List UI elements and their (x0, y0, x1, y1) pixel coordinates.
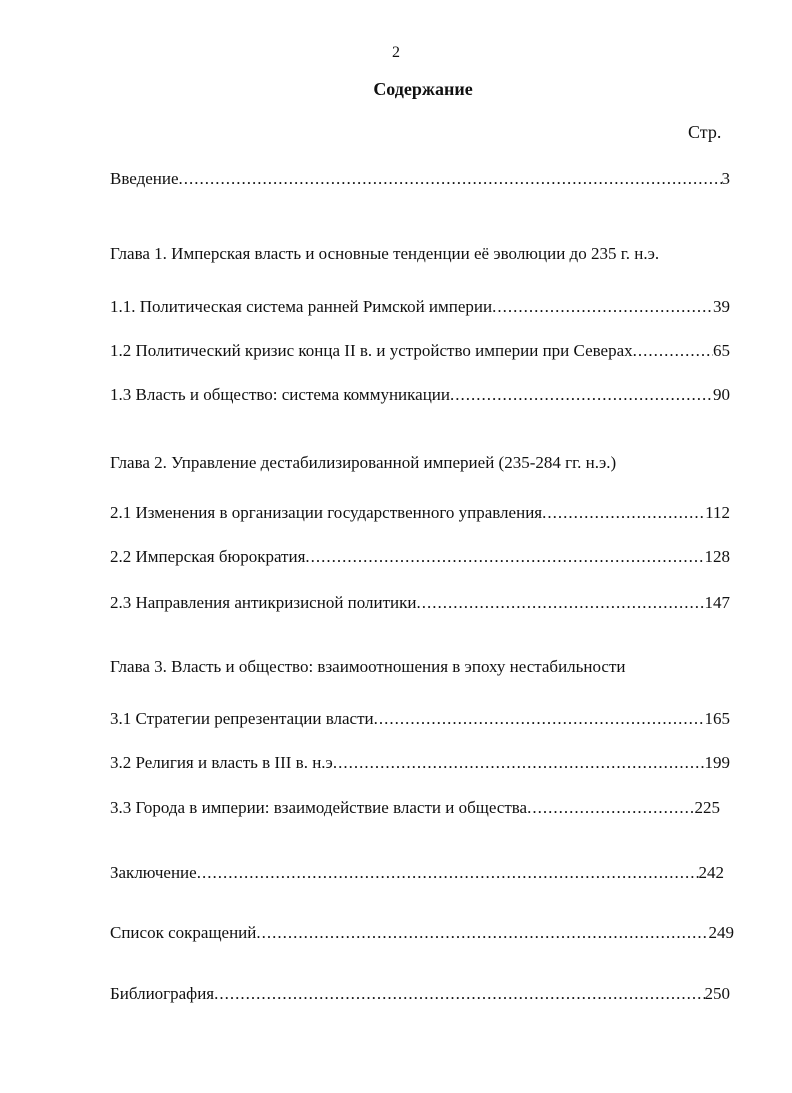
toc-entry-text: 3.1 Стратегии репрезентации власти (110, 709, 374, 728)
dot-leader (197, 862, 699, 884)
toc-entry-page: 250 (704, 984, 730, 1003)
toc-entry-text: 1.3 Власть и общество: система коммуникации (110, 385, 450, 404)
dot-leader (256, 922, 708, 944)
dot-leader (450, 384, 713, 406)
toc-entry-text: 1.1. Политическая система ранней Римской империи (110, 297, 493, 316)
toc-entry-text: 2.3 Направления антикризисной политики (110, 593, 417, 612)
toc-entry-page: 147 (704, 593, 730, 612)
toc-entry-2-3 (110, 592, 730, 614)
toc-entry-page: 225 (694, 798, 720, 817)
toc-chapter-2: Глава 2. Управление дестабилизированной империей (235-284 гг. н.э.) (110, 453, 617, 472)
dot-leader (333, 752, 705, 774)
dot-leader (542, 502, 705, 524)
toc-entry-page: 112 (705, 503, 730, 522)
toc-entry-text: 3.2 Религия и власть в III в. н.э (110, 753, 333, 772)
toc-entry-text: 2.2 Имперская бюрократия (110, 547, 306, 566)
toc-entry-page: 242 (698, 863, 724, 882)
toc-entry-3-1 (110, 708, 730, 730)
toc-entry-conclusion (110, 862, 724, 884)
toc-chapter-1: Глава 1. Имперская власть и основные тенденции её эволюции до 235 г. н.э. (110, 244, 660, 263)
toc-entry-text: Введение (110, 169, 179, 188)
toc-entry-page: 249 (708, 923, 734, 942)
toc-entry-page: 165 (704, 709, 730, 728)
dot-leader (527, 797, 694, 819)
toc-entry-text: 3.3 Города в империи: взаимодействие власти и общества (110, 798, 528, 817)
toc-entry-bibliography (110, 983, 730, 1005)
toc-entry-text: 2.1 Изменения в организации государственного управления (110, 503, 543, 522)
toc-entry-text: Заключение (110, 863, 197, 882)
page-title: Содержание (373, 79, 473, 99)
dot-leader (374, 708, 705, 730)
toc-entry-page: 3 (721, 169, 730, 188)
toc-entry-3-3 (110, 797, 720, 819)
toc-entry-2-1 (110, 502, 730, 524)
dot-leader (633, 340, 713, 362)
dot-leader (305, 546, 704, 568)
page-column-label: Стр. (688, 122, 722, 142)
toc-entry-1-2 (110, 340, 730, 362)
toc-entry-page: 90 (713, 385, 730, 404)
toc-entry-3-2 (110, 752, 730, 774)
toc-entry-page: 39 (713, 297, 730, 316)
toc-entry-text: 1.2 Политический кризис конца II в. и устройство империи при Северах (110, 341, 633, 360)
toc-entry-text: Список сокращений (110, 923, 257, 942)
toc-entry-introduction (110, 168, 730, 190)
toc-entry-1-3 (110, 384, 730, 406)
toc-entry-page: 65 (713, 341, 730, 360)
dot-leader (179, 168, 722, 190)
toc-chapter-3: Глава 3. Власть и общество: взаимоотношения в эпоху нестабильности (110, 657, 626, 676)
page-number: 2 (392, 44, 400, 61)
dot-leader (214, 983, 704, 1005)
toc-entry-text: Библиография (110, 984, 215, 1003)
toc-entry-abbreviations (110, 922, 734, 944)
toc-entry-page: 128 (704, 547, 730, 566)
toc-entry-2-2 (110, 546, 730, 568)
toc-entry-page: 199 (704, 753, 730, 772)
dot-leader (417, 592, 705, 614)
dot-leader (492, 296, 713, 318)
toc-entry-1-1 (110, 296, 730, 318)
